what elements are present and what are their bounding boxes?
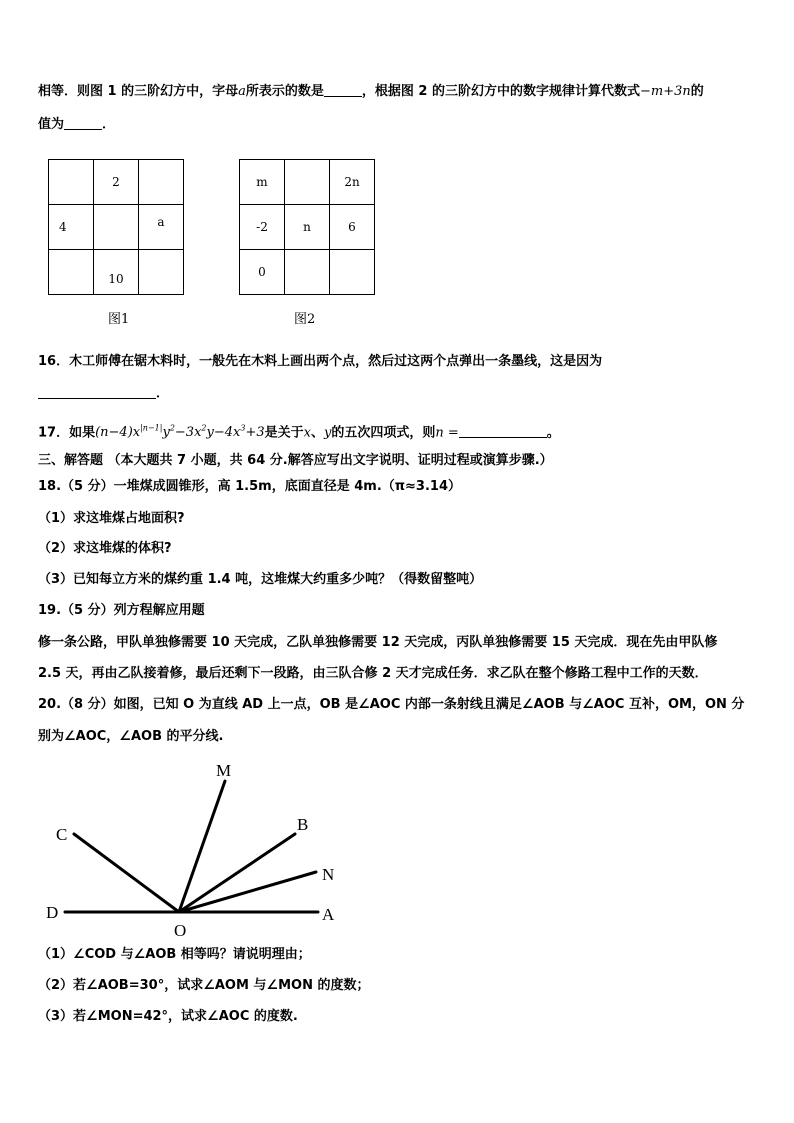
ray-on <box>179 872 316 912</box>
q18-stem: 18.（5 分）一堆煤成圆锥形，高 1.5m，底面直径是 4m.（π≈3.14） <box>38 479 462 494</box>
figure-2-caption: 图2 <box>294 312 316 327</box>
label-b: B <box>297 815 309 834</box>
expression: −m+3n <box>640 84 691 99</box>
q17-text: 17．如果$(n-4)x^{|n-1|}y^2-3x^2y-4x^3+3$是关于x、y的五次四项式，则n = 。 <box>38 424 560 441</box>
label-o: O <box>174 921 187 940</box>
cell: 0 <box>240 250 285 295</box>
cell: 2 <box>94 160 139 205</box>
q18-part2: （2）求这堆煤的体积? <box>38 541 172 556</box>
ray-oc <box>74 834 179 912</box>
cell: 6 <box>330 205 375 250</box>
ray-om <box>179 781 225 912</box>
cell: 2n <box>330 160 375 205</box>
q18-part1: （1）求这堆煤占地面积? <box>38 511 185 526</box>
q20-part2: （2）若∠AOB=30°，试求∠AOM 与∠MON 的度数； <box>38 978 370 993</box>
variable-a: a <box>238 84 246 99</box>
cell: 10 <box>94 250 139 295</box>
q16-text: 16．木工师傅在锯木料时，一般先在木料上画出两个点，然后过这两个点弹出一条墨线，这是因为 <box>38 354 603 369</box>
label-a: A <box>322 905 335 924</box>
cell: -2 <box>240 205 285 250</box>
q20-part3: （3）若∠MON=42°，试求∠AOC 的度数. <box>38 1009 298 1024</box>
q20-part1: （1）∠COD 与∠AOB 相等吗？请说明理由； <box>38 947 311 962</box>
label-d: D <box>46 903 59 922</box>
q19-body-line2: 2.5 天，再由乙队接着修，最后还剩下一段路，由三队合修 2 天才完成任务．求乙队在整个修路工程中工作的天数． <box>38 666 708 681</box>
polynomial: $(n-4)x^{|n-1|}y^2-3x^2y-4x^3+3$ <box>95 424 265 441</box>
q20-stem-line1: 20.（8 分）如图，已知 O 为直线 AD 上一点，OB 是∠AOC 内部一条射线且满足∠AOB 与∠AOC 互补，OM，ON 分 <box>38 697 745 712</box>
q15-line1: 相等．则图 1 的三阶幻方中，字母a所表示的数是 ，根据图 2 的三阶幻方中的数字规律计算代数式−m+3n的 <box>38 84 704 99</box>
q20-stem-line2: 别为∠AOC，∠AOB 的平分线. <box>38 729 224 744</box>
q15-line2: 值为 ． <box>38 117 116 132</box>
label-n: N <box>322 865 335 884</box>
q19-body-line1: 修一条公路，甲队单独修需要 10 天完成，乙队单独修需要 12 天完成，丙队单独修需要 15 天完成．现在先由甲队修 <box>38 635 718 650</box>
q16-answer-line: ． <box>38 385 169 403</box>
ray-ob <box>179 834 295 912</box>
cell: 4 <box>49 205 94 250</box>
q19-stem: 19.（5 分）列方程解应用题 <box>38 603 205 618</box>
cell: a <box>139 205 184 250</box>
cell: n <box>285 205 330 250</box>
figure-1-caption: 图1 <box>108 312 130 327</box>
label-c: C <box>56 825 68 844</box>
cell: m <box>240 160 285 205</box>
section-heading: 三、解答题 （本大题共 7 小题，共 64 分.解答应写出文字说明、证明过程或演算步骤.） <box>38 453 553 468</box>
q18-part3: （3）已知每立方米的煤约重 1.4 吨，这堆煤大约重多少吨？（得数留整吨） <box>38 572 483 587</box>
label-m: M <box>216 761 232 780</box>
